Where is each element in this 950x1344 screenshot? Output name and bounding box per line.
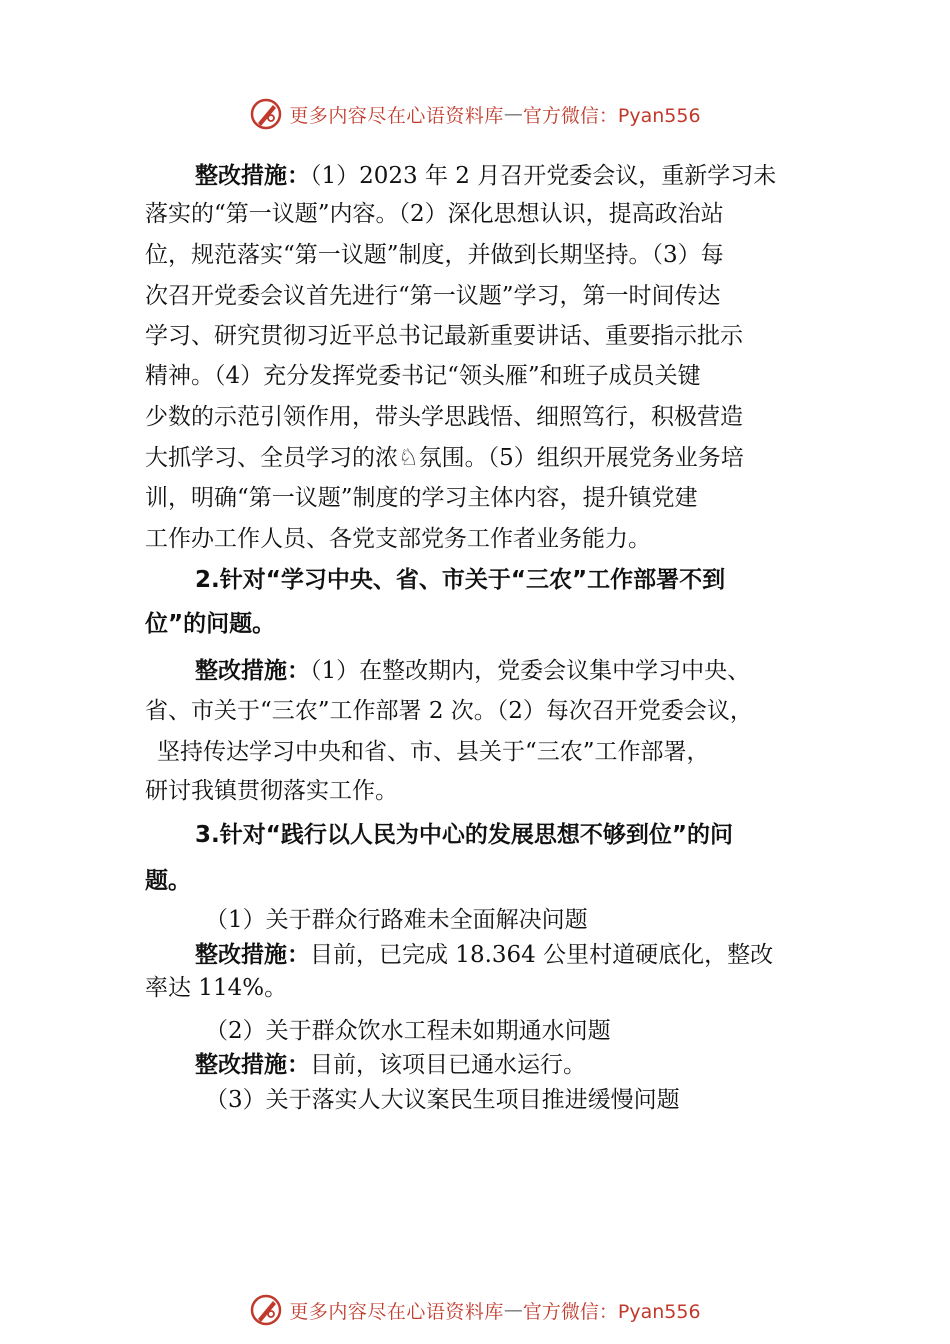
text-line: 坚持传达学习中央和省、市、县关于“三农”工作部署， xyxy=(157,739,710,765)
text-line: 精神。（4）充分发挥党委书记“领头雁”和班子成员关键 xyxy=(145,363,701,389)
label-rectification: 整改措施： xyxy=(195,658,310,684)
text-line: 落实的“第一议题”内容。（2）深化思想认识，提高政治站 xyxy=(145,201,724,227)
pen-circle-logo-icon xyxy=(249,97,283,131)
text-line: 次召开党委会议首先进行“第一议题”学习，第一时间传达 xyxy=(145,283,721,309)
text-line xyxy=(195,656,750,686)
watermark-contact: 官方微信：Pyan556 xyxy=(522,1300,701,1323)
text-line: 省、市关于“三农”工作部署 2 次。（2）每次召开党委会议， xyxy=(145,698,753,724)
watermark-text: 更多内容尽在心语资料库 xyxy=(289,1300,504,1323)
text-line: 位，规范落实“第一议题”制度，并做到长期坚持。（3）每 xyxy=(145,242,724,268)
sub-item: （3）关于落实人大议案民生项目推进缓慢问题 xyxy=(205,1087,680,1113)
watermark-separator: — xyxy=(503,1299,523,1321)
section-heading: 3.针对“践行以人民为中心的发展思想不够到位”的问 xyxy=(195,822,733,848)
text-line xyxy=(195,940,773,970)
section-heading: 题。 xyxy=(145,868,191,894)
label-rectification: 整改措施： xyxy=(195,942,310,968)
label-rectification: 整改措施： xyxy=(195,1052,310,1078)
sub-item: （2）关于群众饮水工程未如期通水问题 xyxy=(205,1018,611,1044)
text-line xyxy=(195,161,776,191)
watermark-contact: 官方微信：Pyan556 xyxy=(522,104,701,127)
section-heading: 2.针对“学习中央、省、市关于“三农”工作部署不到 xyxy=(195,567,726,593)
text-line: 工作办工作人员、各党支部党务工作者业务能力。 xyxy=(145,526,651,552)
watermark-header xyxy=(0,92,950,136)
watermark-text: 更多内容尽在心语资料库 xyxy=(289,104,504,127)
text-line: 学习、研究贯彻习近平总书记最新重要讲话、重要指示批示 xyxy=(145,323,743,349)
watermark-separator: — xyxy=(503,103,523,125)
line-text: 目前，该项目已通水运行。 xyxy=(310,1052,586,1078)
section-heading: 位”的问题。 xyxy=(145,611,276,637)
text-line: 率达 114%。 xyxy=(145,975,288,1001)
sub-item: （1）关于群众行路难未全面解决问题 xyxy=(205,907,588,933)
line-text: （1）2023 年 2 月召开党委会议，重新学习未 xyxy=(310,163,777,189)
text-line xyxy=(195,1050,586,1080)
label-rectification: 整改措施： xyxy=(195,163,310,189)
line-text: （1）在整改期内，党委会议集中学习中央、 xyxy=(310,658,751,684)
text-line: 研讨我镇贯彻落实工作。 xyxy=(145,778,398,804)
text-line: 少数的示范引领作用，带头学思践悟、细照笃行，积极营造 xyxy=(145,404,743,430)
line-text: 目前，已完成 18.364 公里村道硬底化，整改 xyxy=(310,942,774,968)
watermark-footer xyxy=(0,1288,950,1332)
pen-circle-logo-icon xyxy=(249,1293,283,1327)
text-line: 大抓学习、全员学习的浓♘氛围。（5）组织开展党务业务培 xyxy=(145,445,744,471)
text-line: 训，明确“第一议题”制度的学习主体内容，提升镇党建 xyxy=(145,485,698,511)
